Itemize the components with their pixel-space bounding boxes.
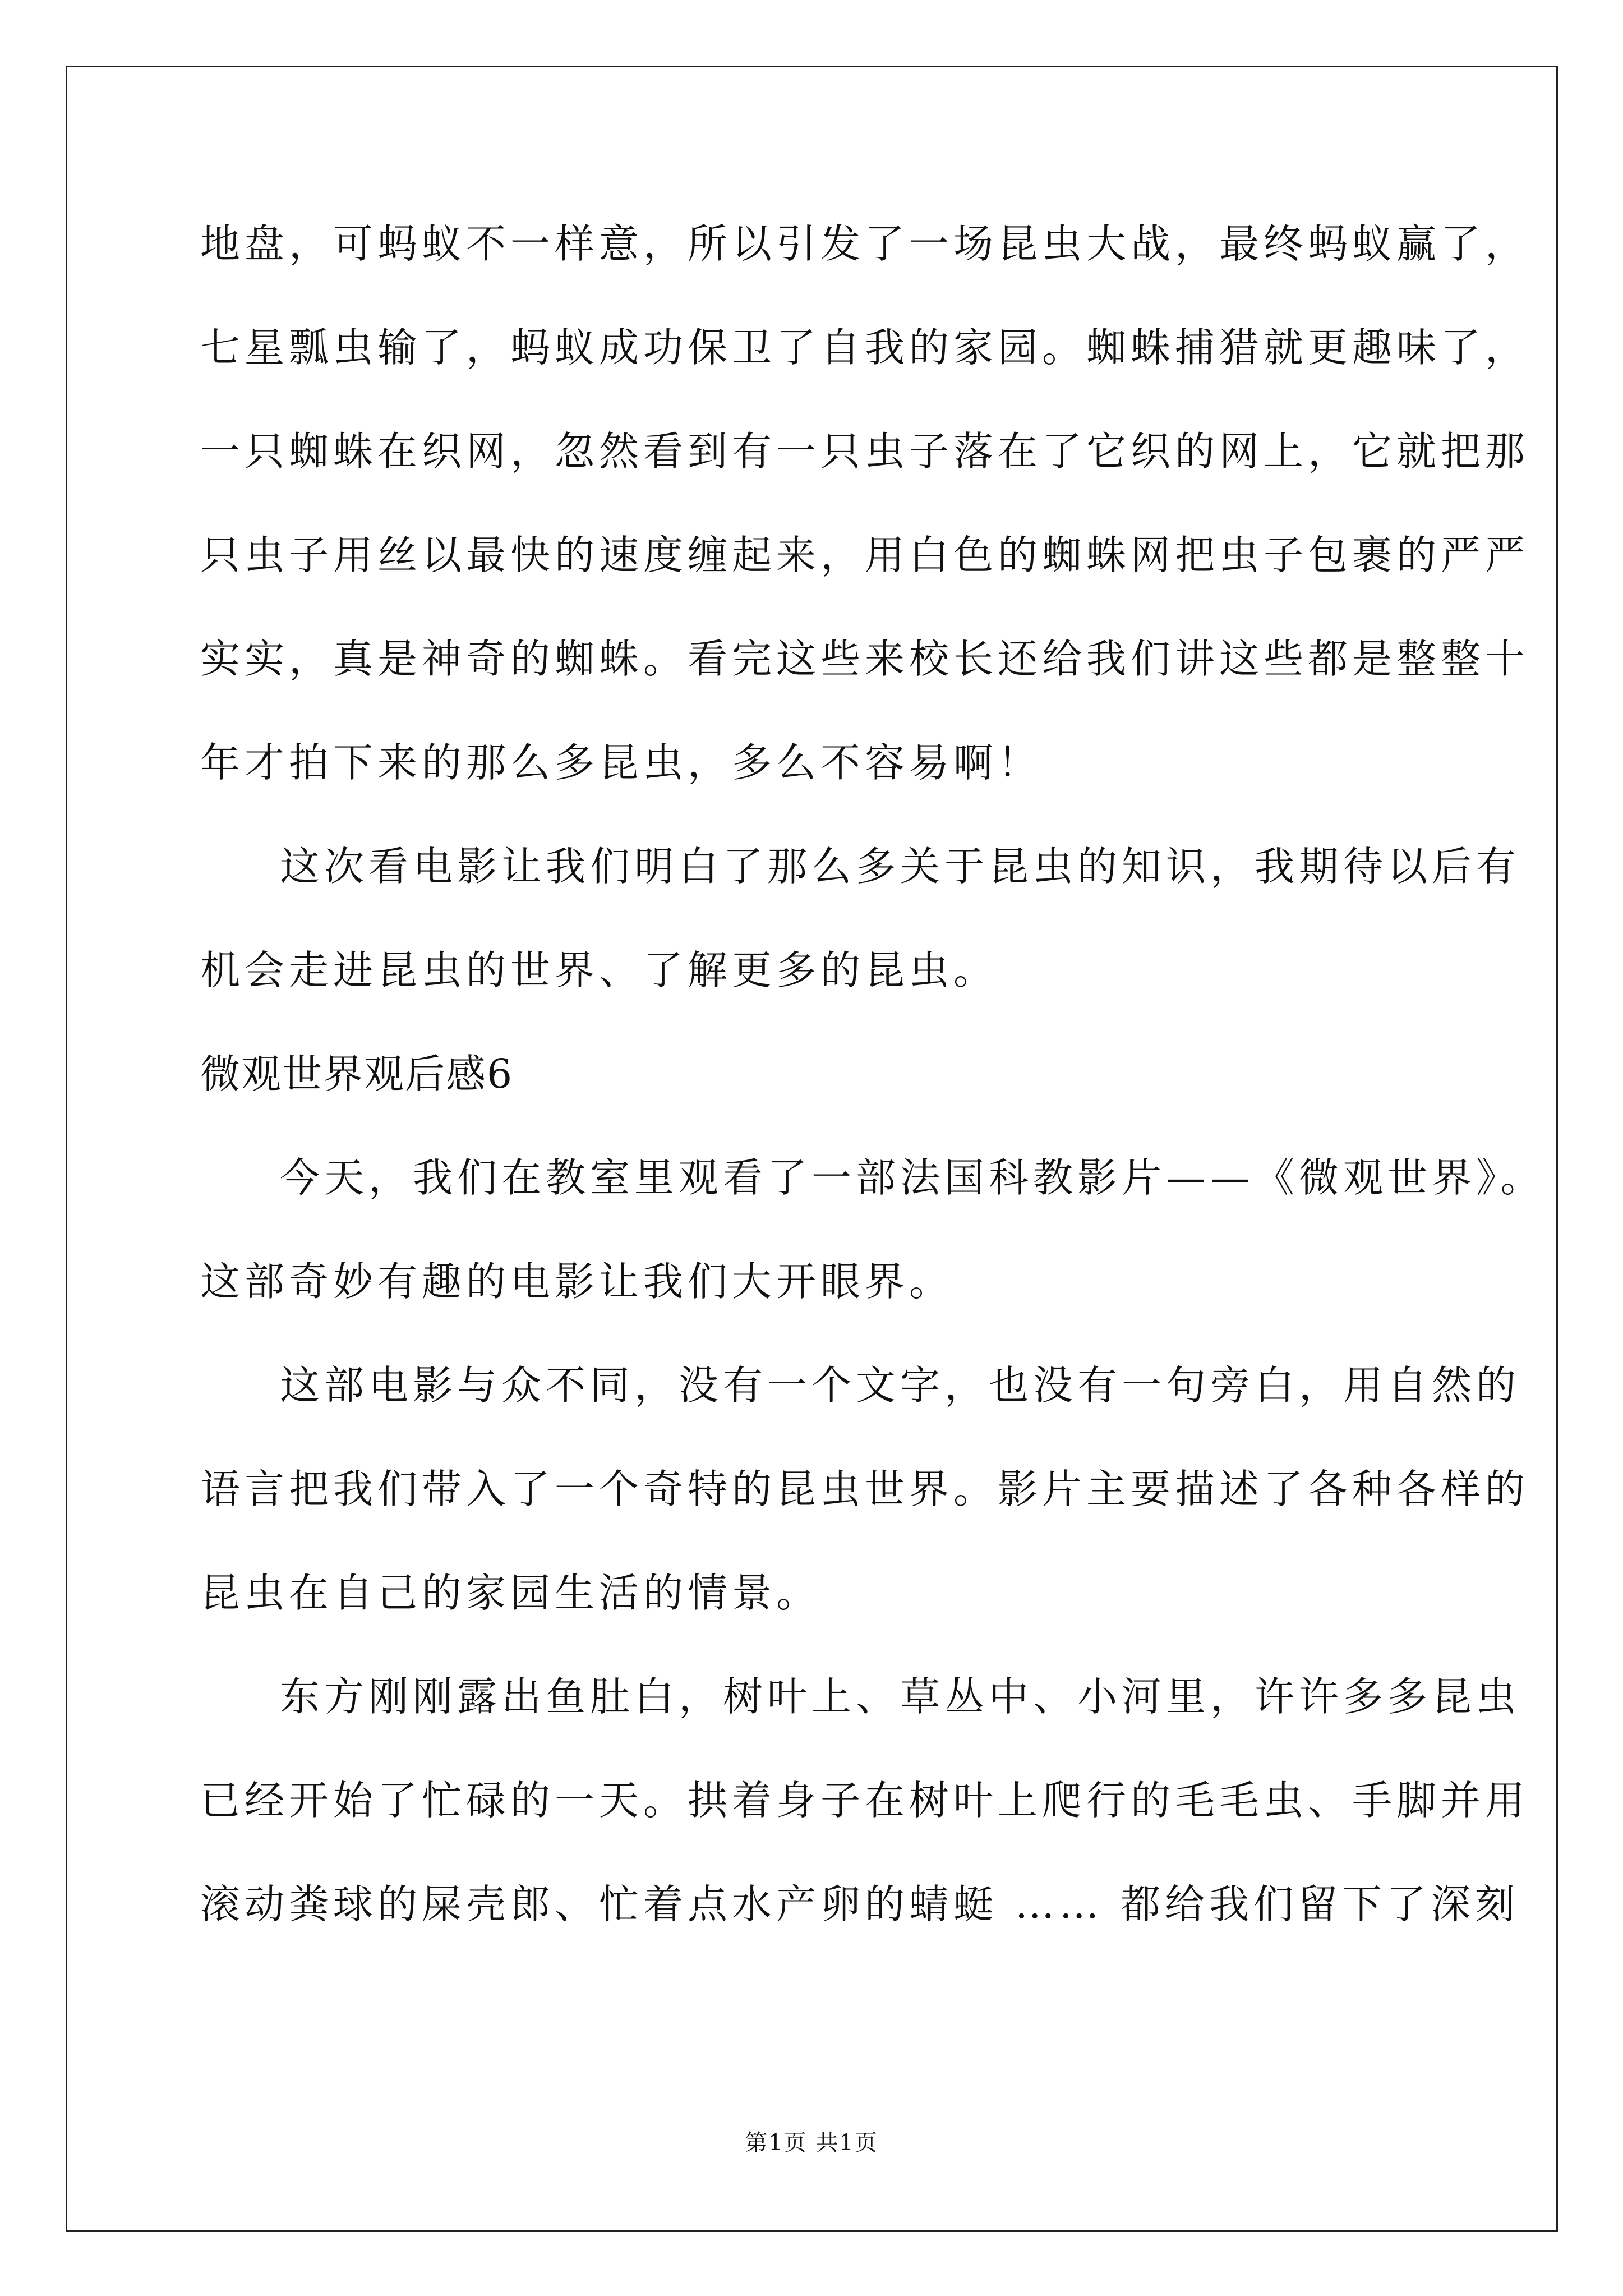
text-line: 年才拍下来的那么多昆虫，多么不容易啊！ [200, 739, 1043, 786]
paragraph-first-line: 今天，我们在教室里观看了一部法国科教影片——《微观世界》。 [280, 1154, 1545, 1201]
text-line: 机会走进昆虫的世界、了解更多的昆虫。 [200, 947, 998, 993]
text-line: 七星瓢虫输了，蚂蚁成功保卫了自我的家园。蜘蛛捕猎就更趣味了， [200, 324, 1530, 371]
text-line: 已经开始了忙碌的一天。拱着身子在树叶上爬行的毛毛虫、手脚并用 [200, 1777, 1530, 1824]
text-line: 这部奇妙有趣的电影让我们大开眼界。 [200, 1258, 954, 1305]
text-line: 只虫子用丝以最快的速度缠起来，用白色的蜘蛛网把虫子包裹的严严 [200, 532, 1530, 578]
text-line: 滚动粪球的屎壳郎、忙着点水产卵的蜻蜓 …… 都给我们留下了深刻 [200, 1881, 1520, 1927]
page-footer: 第1页 共1页 [745, 2130, 878, 2156]
text-line: 一只蜘蛛在织网，忽然看到有一只虫子落在了它织的网上，它就把那 [200, 428, 1530, 475]
paragraph-first-line: 这次看电影让我们明白了那么多关于昆虫的知识，我期待以后有 [280, 843, 1521, 890]
text-line: 昆虫在自己的家园生活的情景。 [200, 1570, 821, 1616]
text-line: 实实，真是神奇的蜘蛛。看完这些来校长还给我们讲这些都是整整十 [200, 636, 1530, 682]
paragraph-first-line: 东方刚刚露出鱼肚白，树叶上、草丛中、小河里，许许多多昆虫 [280, 1673, 1521, 1720]
section-heading: 微观世界观后感6 [200, 1051, 514, 1097]
paragraph-first-line: 这部电影与众不同，没有一个文字，也没有一句旁白，用自然的 [280, 1362, 1521, 1409]
text-line: 地盘，可蚂蚁不一样意，所以引发了一场昆虫大战，最终蚂蚁赢了， [200, 220, 1530, 267]
text-line: 语言把我们带入了一个奇特的昆虫世界。影片主要描述了各种各样的 [200, 1466, 1530, 1512]
